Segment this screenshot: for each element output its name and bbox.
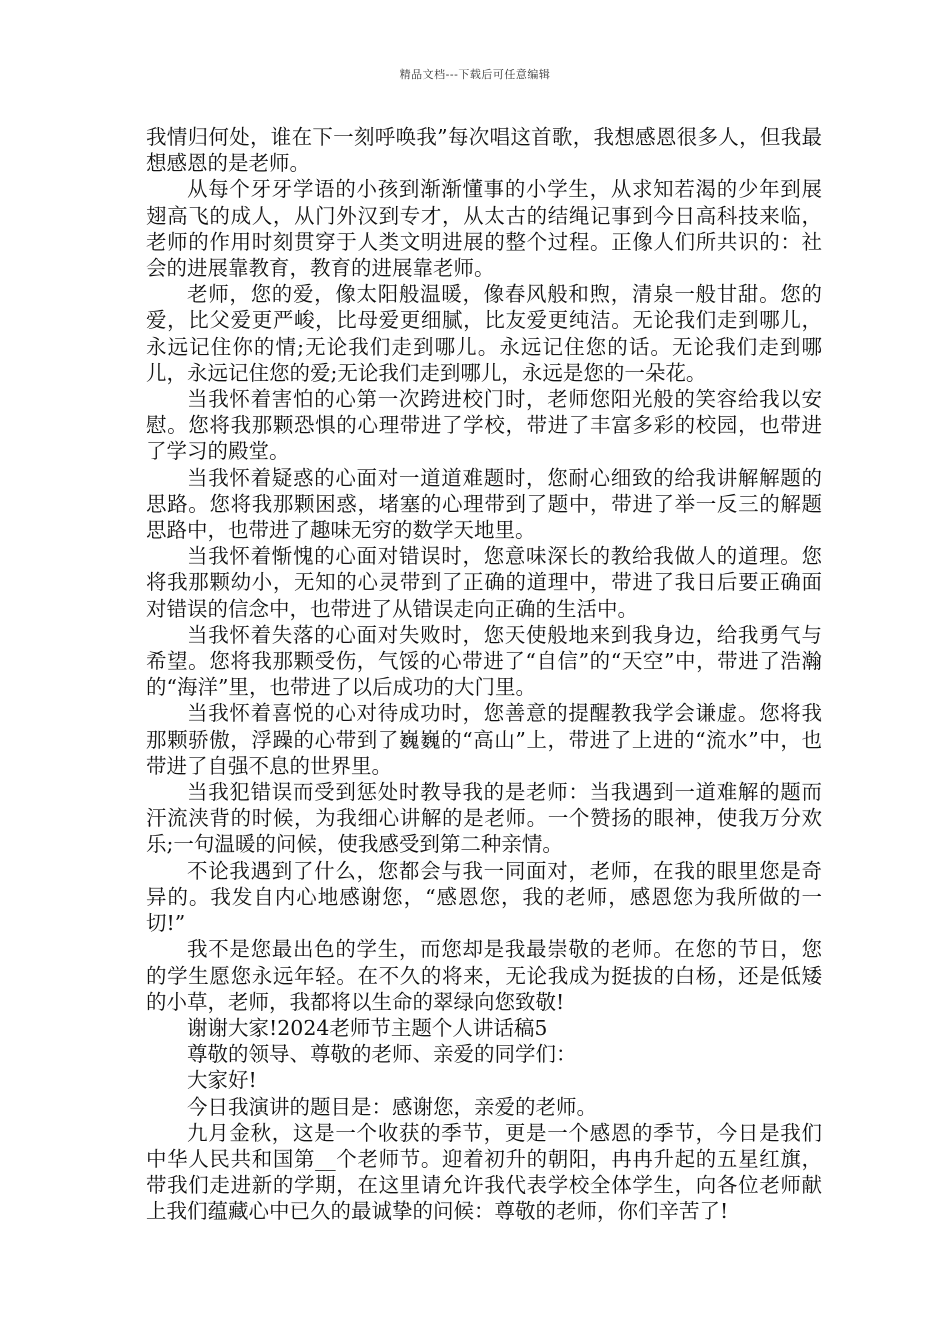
paragraph-3: 老师，您的爱，像太阳般温暖，像春风般和煦，清泉一般甘甜。您的爱，比父爱更严峻，比母爱更细腻，比友爱更纯洁。无论我们走到哪儿，永远记住你的情;无论我们走到哪儿。永远记住您的话。无论我们走到哪儿，永远记住您的爱;无论我们走到哪儿，永远是您的一朵花。 bbox=[146, 282, 822, 385]
paragraph-1: 我情归何处，谁在下一刻呼唤我”每次唱这首歌，我想感恩很多人，但我最想感恩的是老师。 bbox=[146, 125, 822, 176]
paragraph-8: 当我怀着喜悦的心对待成功时，您善意的提醒教我学会谦虚。您将我那颗骄傲，浮躁的心带到了巍巍的“高山”上，带进了上进的“流水”中，也带进了自强不息的世界里。 bbox=[146, 701, 822, 778]
paragraph-16: 九月金秋，这是一个收获的季节，更是一个感恩的季节，今日是我们中华人民共和国第__个老师节。迎着初升的朝阳，冉冉升起的五星红旗，带我们走进新的学期，在这里请允许我代表学校全体学生，向各位老师献上我们蕴藏心中已久的最诚挚的问候：尊敬的老师，你们辛苦了! bbox=[146, 1120, 822, 1224]
paragraph-5: 当我怀着疑惑的心面对一道道难题时，您耐心细致的给我讲解解题的思路。您将我那颗困惑，堵塞的心理带到了题中，带进了举一反三的解题思路中，也带进了趣味无穷的数学天地里。 bbox=[146, 465, 822, 543]
paragraph-10: 不论我遇到了什么，您都会与我一同面对，老师，在我的眼里您是奇异的。我发自内心地感谢您，“感恩您，我的老师，感恩您为我所做的一切!” bbox=[146, 858, 822, 936]
paragraph-7: 当我怀着失落的心面对失败时，您天使般地来到我身边，给我勇气与希望。您将我那颗受伤，气馁的心带进了“自信”的“天空”中，带进了浩瀚的“海洋”里，也带进了以后成功的大门里。 bbox=[146, 622, 822, 700]
paragraph-13: 尊敬的领导、尊敬的老师、亲爱的同学们： bbox=[187, 1042, 577, 1067]
paragraph-9: 当我犯错误而受到惩处时教导我的是老师：当我遇到一道难解的题而汗流浃背的时候，为我细心讲解的是老师。一个赞扬的眼神，使我万分欢乐;一句温暖的问候，使我感受到第二种亲情。 bbox=[146, 780, 822, 857]
paragraph-12: 谢谢大家!2024老师节主题个人讲话稿5 bbox=[187, 1015, 548, 1040]
page-header: 精品文档---下载后可任意编辑 bbox=[399, 68, 551, 81]
paragraph-15: 今日我演讲的题目是：感谢您，亲爱的老师。 bbox=[187, 1094, 597, 1119]
paragraph-2: 从每个牙牙学语的小孩到渐渐懂事的小学生，从求知若渴的少年到展翅高飞的成人，从门外汉到专才，从太古的结绳记事到今日高科技来临，老师的作用时刻贯穿于人类文明进展的整个过程。正像人们所共识的：社会的进展靠教育，教育的进展靠老师。 bbox=[146, 177, 822, 281]
paragraph-11: 我不是您最出色的学生，而您却是我最崇敬的老师。在您的节日，您的学生愿您永远年轻。在不久的将来，无论我成为挺拔的白杨，还是低矮的小草，老师，我都将以生命的翠绿向您致敬! bbox=[146, 937, 822, 1014]
document-body bbox=[146, 124, 822, 1225]
paragraph-14: 大家好! bbox=[187, 1068, 257, 1093]
paragraph-4: 当我怀着害怕的心第一次跨进校门时，老师您阳光般的笑容给我以安慰。您将我那颗恐惧的心理带进了学校，带进了丰富多彩的校园，也带进了学习的殿堂。 bbox=[146, 387, 822, 464]
paragraph-6: 当我怀着惭愧的心面对错误时，您意味深长的教给我做人的道理。您将我那颗幼小，无知的心灵带到了正确的道理中，带进了我日后要正确面对错误的信念中，也带进了从错误走向正确的生活中。 bbox=[146, 544, 822, 621]
